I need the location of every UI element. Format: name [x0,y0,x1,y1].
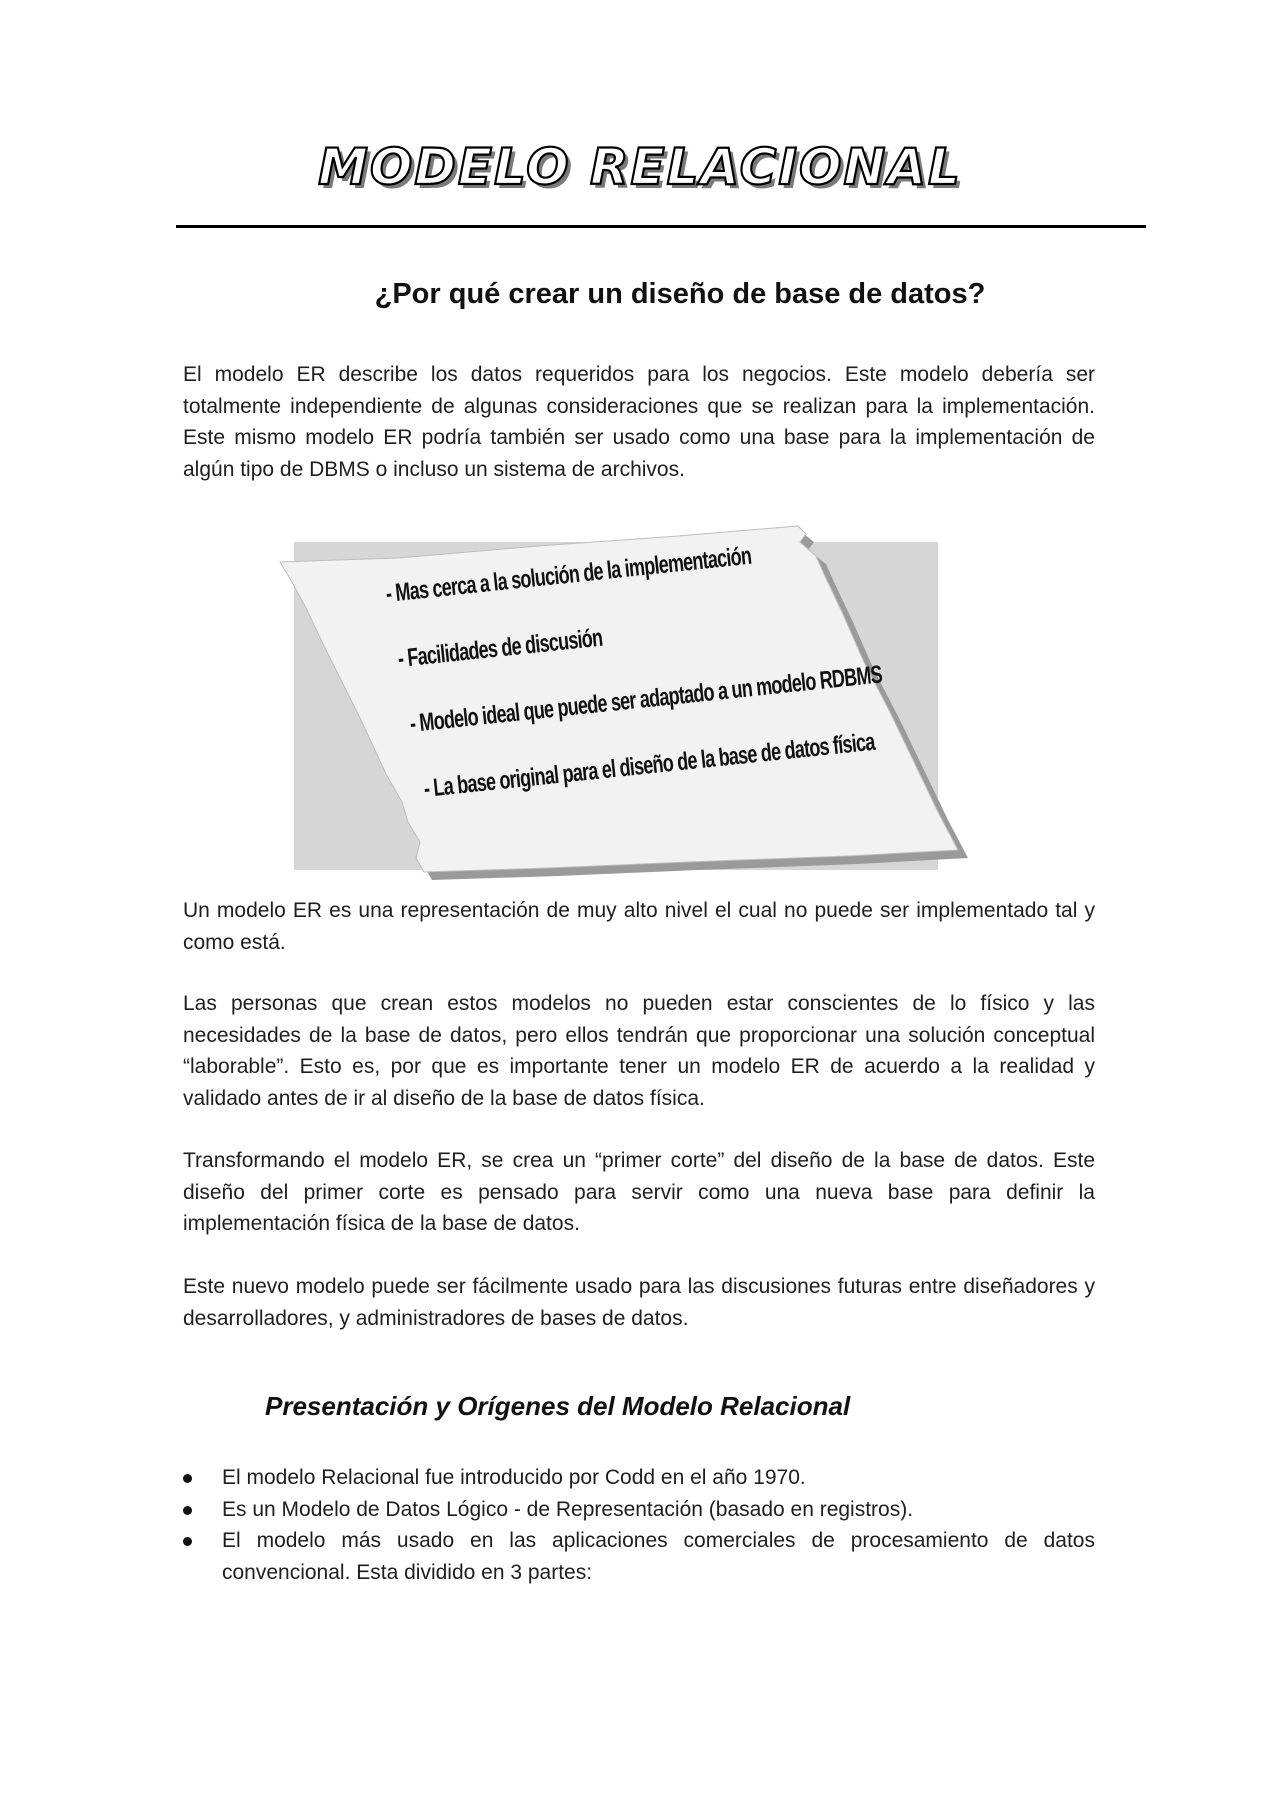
paragraph-creators: Las personas que crean estos modelos no pueden estar conscientes de lo físico y las necesidades de la base de datos, pero ellos tendrán que proporcionar una solución conceptual “laborable”. Esto es, por que es importante tener un modelo ER de acuerdo a la realidad y validado antes de ir al diseño de la base de datos física. [183,992,1095,1110]
torn-paper-figure [278,520,978,880]
figure-line: - Facilidades de discusión [396,623,604,673]
list-item [183,1525,1095,1588]
paragraph-intro: El modelo ER describe los datos requeridos para los negocios. Este modelo debería ser totalmente independiente de algunas consideraciones que se realizan para la implementación. Este mismo modelo ER podría también ser usado como una base para la implementación de algún tipo de DBMS o incluso un sistema de archivos. [183,363,1095,481]
subheading-origins: Presentación y Orígenes del Modelo Relacional [265,1391,851,1421]
bullet-icon [183,1506,192,1515]
title-divider [176,225,1146,228]
figure-line: - Modelo ideal que puede ser adaptado a un modelo RDBMS [408,660,884,738]
document-title: MODELO RELACIONAL [318,138,962,196]
list-item-text: El modelo más usado en las aplicaciones comerciales de procesamiento de datos convencional. Esta dividido en 3 partes: [222,1529,1095,1584]
paragraph-first-cut: Transformando el modelo ER, se crea un “primer corte” del diseño de la base de datos. Este diseño del primer corte es pensado para servir como una nueva base para definir la implementación física de la base de datos. [183,1149,1095,1235]
list-item [183,1494,1095,1526]
list-item [183,1462,1095,1494]
bullet-icon [183,1474,192,1483]
section-heading: ¿Por qué crear un diseño de base de datos? [374,278,986,310]
paragraph-er-high-level: Un modelo ER es una representación de muy alto nivel el cual no puede ser implementado tal y como está. [183,899,1095,954]
list-item-text: El modelo Relacional fue introducido por Codd en el año 1970. [222,1466,806,1489]
list-item-text: Es un Modelo de Datos Lógico - de Representación (basado en registros). [222,1497,914,1521]
bullet-icon [183,1537,192,1546]
figure-line: - Mas cerca a la solución de la implementación [384,541,753,608]
paragraph-new-model: Este nuevo modelo puede ser fácilmente usado para las discusiones futuras entre diseñadores y desarrolladores, y administradores de bases de datos. [183,1275,1095,1330]
figure-line: - La base original para el diseño de la base de datos física [422,727,876,803]
bullet-list [183,1462,1095,1588]
